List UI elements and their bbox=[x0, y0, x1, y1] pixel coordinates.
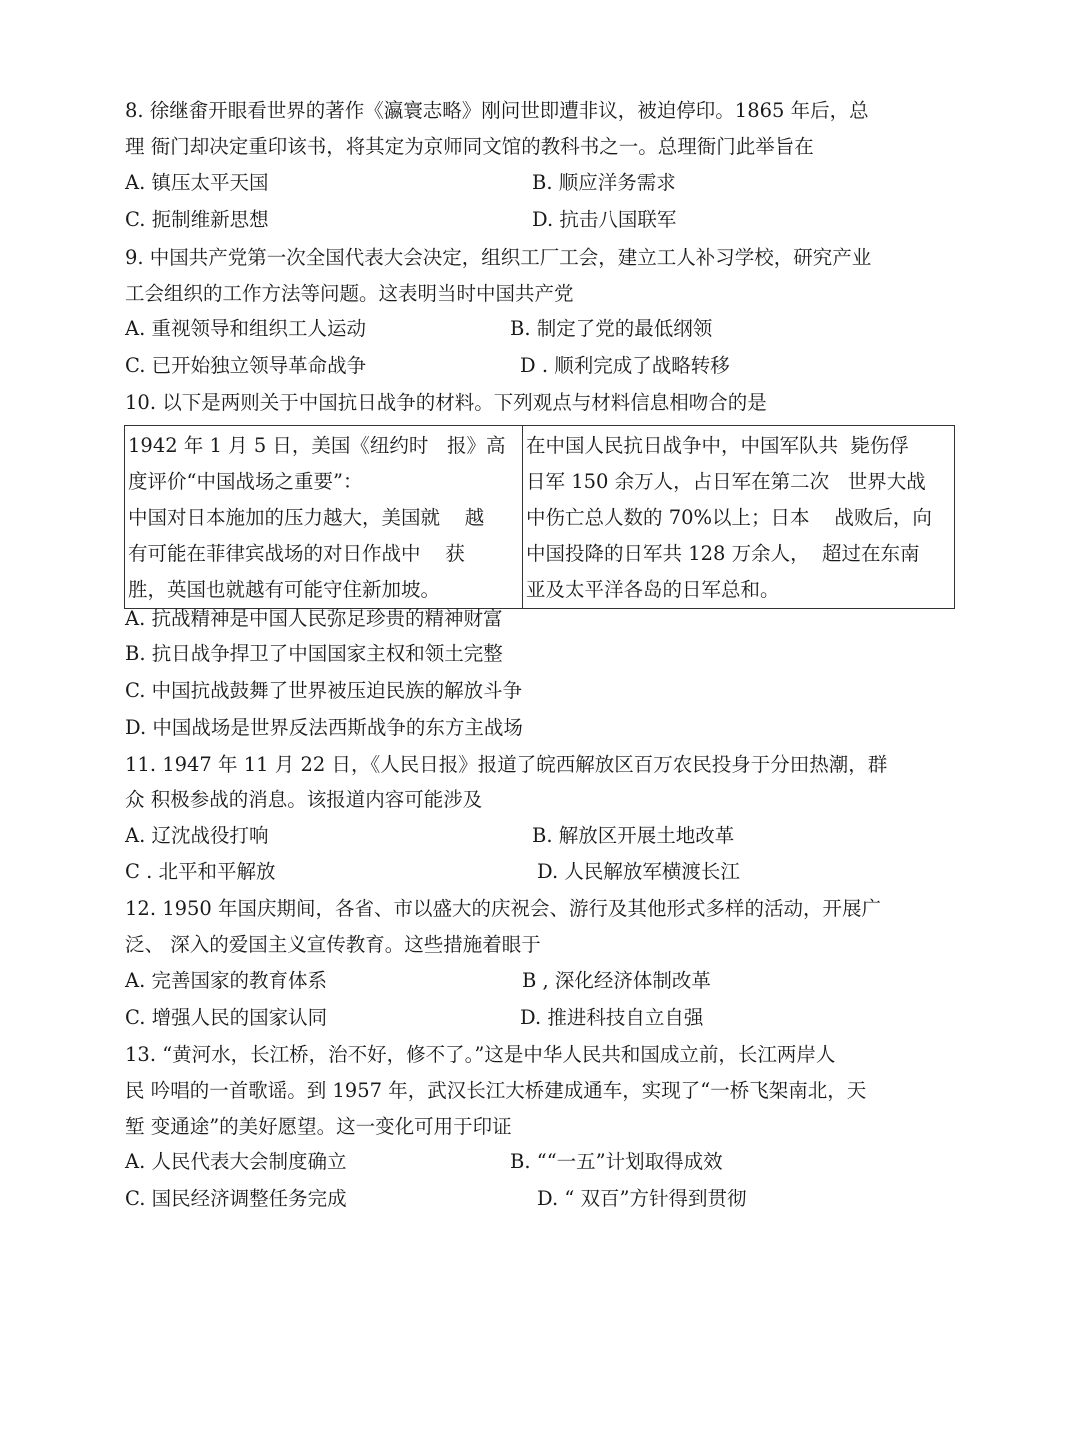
q11-stem-line1: 11. 1947 年 11 月 22 日，《人民日报》报道了皖西解放区百万农民投身于分田热潮，群 bbox=[125, 753, 888, 776]
q8-stem-line2: 理 衙门却决定重印该书，将其定为京师同文馆的教科书之一。总理衙门此举旨在 bbox=[125, 135, 814, 158]
q9-stem-line2: 工会组织的工作方法等问题。这表明当时中国共产党 bbox=[125, 282, 574, 305]
q13-option-a: A. 人民代表大会制度确立 bbox=[125, 1150, 347, 1173]
q10-option-b: B. 抗日战争捍卫了中国国家主权和领土完整 bbox=[125, 642, 503, 665]
q8-option-b: B. 顺应洋务需求 bbox=[532, 171, 676, 194]
q13-stem-line2: 民 吟唱的一首歌谣。到 1957 年，武汉长江大桥建成通车，实现了“一桥飞架南北，天 bbox=[125, 1079, 867, 1102]
q8-option-d: D. 抗击八国联军 bbox=[532, 208, 677, 231]
q9-option-b: B. 制定了党的最低纲领 bbox=[510, 317, 713, 340]
q12-stem-line2: 泛、 深入的爱国主义宣传教育。这些措施着眼于 bbox=[125, 933, 541, 956]
q12-option-b: B , 深化经济体制改革 bbox=[522, 969, 711, 992]
q13-stem-line1: 13. “黄河水，长江桥，治不好，修不了。”这是中华人民共和国成立前，长江两岸人 bbox=[125, 1043, 836, 1066]
q10-stem: 10. 以下是两则关于中国抗日战争的材料。下列观点与材料信息相吻合的是 bbox=[125, 391, 767, 414]
q12-option-c: C. 增强人民的国家认同 bbox=[125, 1006, 328, 1029]
q10-material-left: 1942 年 1 月 5 日，美国《纽约时 报》高 度评价“中国战场之重要”： 中国对日本施加的压力越大，美国就 越 有可能在菲律宾战场的对日作战中 获 胜，英国也就越有可能守住新加坡。 bbox=[125, 426, 523, 609]
q11-option-a: A. 辽沈战役打响 bbox=[125, 824, 269, 847]
q8-option-c: C. 扼制维新思想 bbox=[125, 208, 269, 231]
q11-stem-line2: 众 积极参战的消息。该报道内容可能涉及 bbox=[125, 788, 483, 811]
q10-option-d: D. 中国战场是世界反法西斯战争的东方主战场 bbox=[125, 716, 523, 739]
q8-option-a: A. 镇压太平天国 bbox=[125, 171, 269, 194]
q11-option-d: D. 人民解放军横渡长江 bbox=[537, 860, 740, 883]
q10-option-c: C. 中国抗战鼓舞了世界被压迫民族的解放斗争 bbox=[125, 679, 523, 702]
q13-stem-line3: 堑 变通途”的美好愿望。这一变化可用于印证 bbox=[125, 1115, 512, 1138]
q13-option-b: B. ““一五”计划取得成效 bbox=[510, 1150, 723, 1173]
q11-option-c: C . 北平和平解放 bbox=[125, 860, 276, 883]
q13-option-d: D. “ 双百”方针得到贯彻 bbox=[537, 1187, 747, 1210]
q10-material-right: 在中国人民抗日战争中，中国军队共 毙伤俘 日军 150 余万人，占日军在第二次 世界大战 中伤亡总人数的 70%以上；日本 战败后，向 中国投降的日军共 128 万余人， 超过在东南 亚及太平洋各岛的日军总和。 bbox=[523, 426, 955, 609]
q12-stem-line1: 12. 1950 年国庆期间，各省、市以盛大的庆祝会、游行及其他形式多样的活动，开展广 bbox=[125, 897, 882, 920]
q12-option-d: D. 推进科技自立自强 bbox=[520, 1006, 704, 1029]
q12-option-a: A. 完善国家的教育体系 bbox=[125, 969, 327, 992]
q10-option-a: A. 抗战精神是中国人民弥足珍贵的精神财富 bbox=[125, 607, 503, 630]
q10-materials-table bbox=[124, 425, 955, 609]
q9-stem-line1: 9. 中国共产党第一次全国代表大会决定，组织工厂工会，建立工人补习学校，研究产业 bbox=[125, 246, 872, 269]
q11-option-b: B. 解放区开展土地改革 bbox=[532, 824, 735, 847]
q8-stem-line1: 8. 徐继畬开眼看世界的著作《瀛寰志略》刚问世即遭非议，被迫停印。1865 年后，总 bbox=[125, 99, 869, 122]
q9-option-c: C. 已开始独立领导革命战争 bbox=[125, 354, 367, 377]
q13-option-c: C. 国民经济调整任务完成 bbox=[125, 1187, 347, 1210]
q9-option-d: D . 顺利完成了战略转移 bbox=[520, 354, 730, 377]
q9-option-a: A. 重视领导和组织工人运动 bbox=[125, 317, 366, 340]
